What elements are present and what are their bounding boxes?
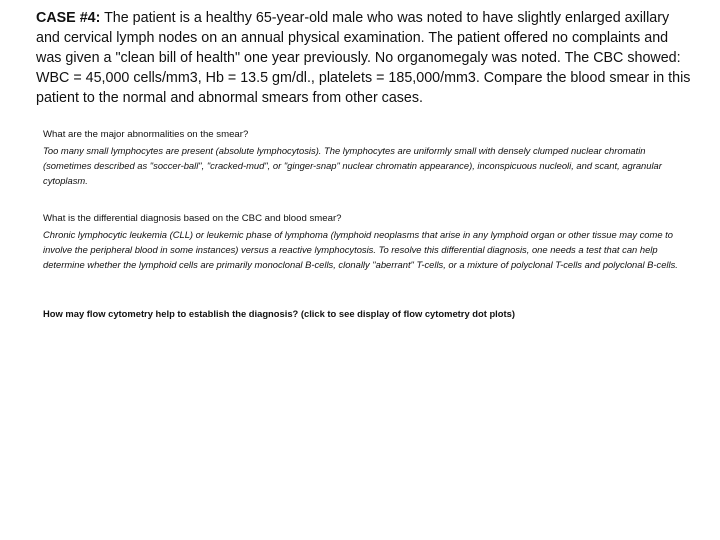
qa-major-abnormalities [43, 128, 683, 188]
qa-flow-cytometry[interactable] [43, 307, 683, 320]
case-label: CASE #4: [36, 10, 101, 26]
qa-differential-diagnosis [43, 212, 683, 272]
flow-cytometry-link[interactable]: How may flow cytometry help to establish the diagnosis? (click to see display of flow cytometry dot plots) [43, 308, 515, 319]
question-major-abnormalities: What are the major abnormalities on the smear? [43, 129, 249, 140]
case-description [36, 8, 696, 108]
question-differential-diagnosis: What is the differential diagnosis based on the CBC and blood smear? [43, 213, 342, 224]
case-text: The patient is a healthy 65-year-old male who was noted to have slightly enlarged axillary and cervical lymph nodes on an annual physical examination. The patient offered no complaints and was given a "clean bill of health" one year previously. No organomegaly was noted. The CBC showed: WBC = 45,000 cells/mm3, Hb = 13.5 gm/dl., platelets = 185,000/mm3. Compare the blood smear in this patient to the normal and abnormal smears from other cases. [36, 10, 691, 106]
answer-differential-diagnosis: Chronic lymphocytic leukemia (CLL) or leukemic phase of lymphoma (lymphoid neoplasms that arise in any lymphoid organ or other tissue may come to involve the peripheral blood in some instances) versus a reactive lymphocytosis. To resolve this differential diagnosis, one needs a test that can help determine whether the lymphoid cells are primarily monoclonal B-cells, clonally "aberrant" T-cells, or a mixture of polyclonal T-cells and polyclonal B-cells. [43, 229, 678, 270]
answer-major-abnormalities: Too many small lymphocytes are present (absolute lymphocytosis). The lymphocytes are uniformly small with densely clumped nuclear chromatin (sometimes described as "soccer-ball", "cracked-mud", or "ginger-snap" nuclear chromatin appearance), inconspicuous nucleoli, and scant, agranular cytoplasm. [43, 145, 662, 186]
